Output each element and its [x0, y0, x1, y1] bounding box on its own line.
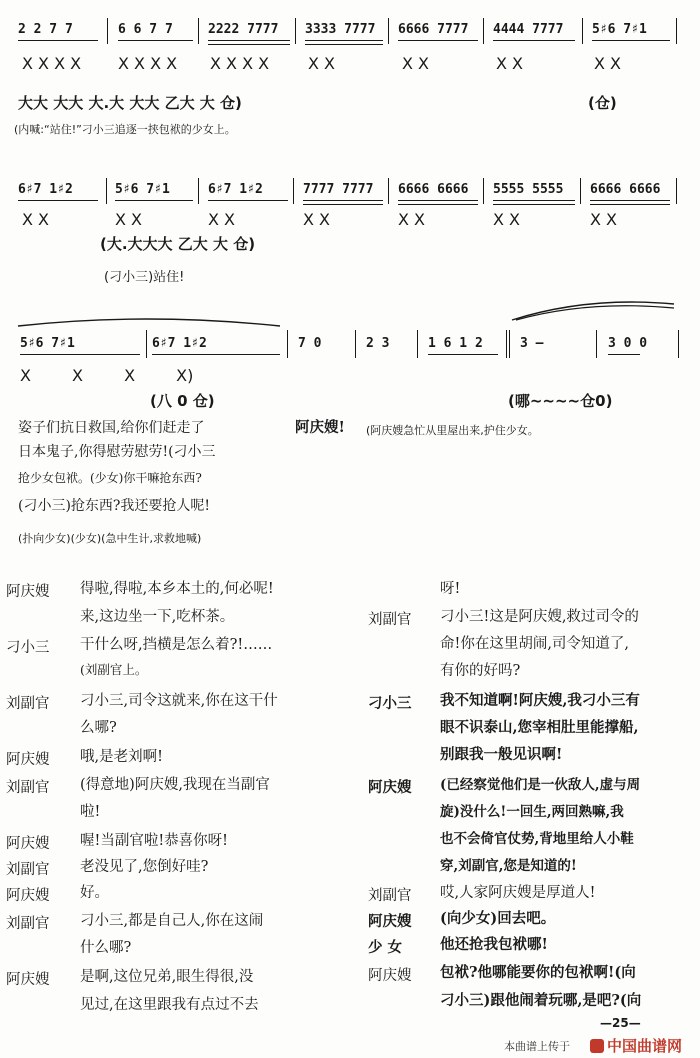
- speech-line: (刁小三)站住!: [104, 270, 185, 285]
- barline: [293, 178, 294, 204]
- beam-underline: [398, 40, 478, 41]
- logo-text: 中国曲谱网: [607, 1037, 683, 1055]
- double-barline: [506, 330, 510, 358]
- barline: [107, 18, 108, 44]
- measure-2-4: 7777 7777: [303, 182, 374, 197]
- dialogue-line: 见过,在这里跟我有点过不去: [80, 997, 259, 1013]
- dialogue-line: 刁小三)跟他闹着玩哪,是吧?(向: [440, 992, 642, 1009]
- percussion-1-7: X X: [594, 54, 622, 73]
- barline: [295, 18, 296, 44]
- dialogue-line: 有你的好吗?: [440, 663, 521, 679]
- dialogue-line: (刘副官上。: [80, 662, 148, 677]
- dialogue-line: 哎,人家阿庆嫂是厚道人!: [440, 885, 596, 901]
- measure-1-5: 6666 7777: [398, 22, 469, 37]
- dialogue-line: 我不知道啊!阿庆嫂,我刁小三有: [440, 692, 640, 709]
- percussion-1-1: X X X X: [22, 54, 82, 73]
- measure-3-3: 7 0: [298, 336, 322, 351]
- beam-underline: [152, 354, 280, 355]
- barline: [106, 178, 107, 204]
- speaker-name: 阿庆嫂: [6, 972, 50, 988]
- lyric-line: 抢少女包袱。(少女)你干嘛抢东西?: [18, 471, 202, 485]
- dialogue-line: 呀!: [440, 581, 461, 597]
- dialogue-line: 老没见了,您倒好哇?: [80, 859, 209, 875]
- beam-underline: [592, 40, 670, 41]
- beam-underline: [305, 44, 383, 45]
- measure-1-3: 2222 7777: [208, 22, 279, 37]
- speaker-name: 阿庆嫂: [6, 584, 50, 600]
- barline: [483, 178, 484, 204]
- speaker-name: 阿庆嫂: [6, 888, 50, 904]
- barline: [388, 18, 389, 44]
- beam-underline: [590, 204, 670, 205]
- dialogue-line: 他还抢我包袱哪!: [440, 936, 548, 953]
- barline: [676, 178, 677, 204]
- dialogue-line: 旋)没什么!一回生,两回熟嘛,我: [440, 804, 624, 820]
- dialogue-line: 干什么呀,挡横是怎么着?!……: [80, 637, 273, 653]
- site-logo: [590, 1035, 682, 1056]
- measure-1-4: 3333 7777: [305, 22, 376, 37]
- footer-upload-text: 本曲谱上传于: [504, 1040, 570, 1053]
- beam-underline: [118, 40, 193, 41]
- instrument-syllables-1-right: (仓): [588, 94, 617, 112]
- speaker-name: 阿庆嫂: [368, 968, 412, 984]
- speaker-name: 刘副官: [368, 612, 412, 628]
- beam-underline: [305, 40, 383, 41]
- measure-3-2: 6♯7 1♯2: [152, 336, 207, 351]
- lyric-line: 日本鬼子,你得慰劳慰劳!(刁小三: [18, 444, 216, 460]
- measure-1-1: 2 2 7 7: [18, 22, 73, 37]
- measure-3-6: 3 –: [520, 336, 544, 351]
- beam-underline: [20, 354, 140, 355]
- percussion-2-3: X X: [208, 210, 236, 229]
- barline: [417, 330, 418, 358]
- dialogue-line: (向少女)回去吧。: [440, 910, 556, 927]
- speaker-name: 少 女: [368, 939, 403, 956]
- percussion-1-5: X X: [402, 54, 430, 73]
- measure-1-7: 5♯6 7♯1: [592, 22, 647, 37]
- percussion-2-6: X X: [493, 210, 521, 229]
- beam-underline: [208, 200, 288, 201]
- barline: [580, 178, 581, 204]
- percussion-1-2: X X X X: [118, 54, 178, 73]
- lyric-line: (刁小三)抢东西?我还要抢人呢!: [18, 498, 211, 514]
- speaker-name: 刘副官: [6, 862, 50, 878]
- barline: [678, 330, 679, 358]
- beam-underline: [303, 204, 383, 205]
- dialogue-line: (得意地)阿庆嫂,我现在当副官: [80, 777, 270, 793]
- barline: [388, 178, 389, 204]
- barline: [582, 18, 583, 44]
- percussion-1-4: X X: [308, 54, 336, 73]
- speaker-name: 刘副官: [368, 888, 412, 904]
- speaker-name: 刁小三: [6, 640, 50, 656]
- dialogue-line: 是啊,这位兄弟,眼生得很,没: [80, 969, 254, 985]
- dialogue-line: 也不会倚官仗势,背地里给人小鞋: [440, 831, 634, 847]
- beam-underline: [493, 200, 575, 201]
- speaker-name: 刘副官: [6, 696, 50, 712]
- dialogue-line: 来,这边坐一下,吃杯茶。: [80, 609, 235, 625]
- dialogue-line: 得啦,得啦,本乡本土的,何必呢!: [80, 581, 274, 597]
- barline: [287, 330, 288, 358]
- percussion-2-7: X X: [590, 210, 618, 229]
- measure-1-2: 6 6 7 7: [118, 22, 173, 37]
- dialogue-line: 啦!: [80, 804, 101, 820]
- speaker-name: 阿庆嫂: [6, 836, 50, 852]
- lyric-line: 姿子们抗日救国,给你们赶走了: [18, 420, 205, 436]
- barline: [676, 18, 677, 44]
- stage-direction: (扑向少女)(少女)(急中生计,求救地喊): [18, 532, 202, 545]
- barline: [596, 330, 597, 358]
- barline: [483, 18, 484, 44]
- beam-underline: [398, 204, 478, 205]
- speaker-name: 阿庆嫂: [368, 913, 412, 930]
- dialogue-line: 好。: [80, 885, 109, 901]
- percussion-1-6: X X: [496, 54, 524, 73]
- percussion-2-2: X X: [115, 210, 143, 229]
- measure-2-5: 6666 6666: [398, 182, 469, 197]
- dialogue-line: 别跟我一般见识啊!: [440, 746, 563, 763]
- slur-arc: [508, 296, 678, 322]
- page-number: —25—: [600, 1016, 641, 1030]
- logo-icon: [590, 1039, 604, 1053]
- dialogue-line: 喔!当副官啦!恭喜你呀!: [80, 833, 228, 849]
- barline: [146, 330, 147, 358]
- percussion-2-4: X X: [303, 210, 331, 229]
- instrument-syllables-2: (大.大大大 乙大 大 仓): [100, 235, 256, 253]
- beam-underline: [493, 204, 575, 205]
- dialogue-line: 什么哪?: [80, 940, 132, 956]
- percussion-2-1: X X: [22, 210, 50, 229]
- dialogue-line: 包袱?他哪能要你的包袱啊!(向: [440, 964, 636, 981]
- beam-underline: [18, 40, 98, 41]
- measure-1-6: 4444 7777: [493, 22, 564, 37]
- beam-underline: [303, 200, 383, 201]
- stage-direction: (内喊:“站住!”刁小三追逐一挟包袱的少女上。: [14, 123, 236, 136]
- measure-2-3: 6♯7 1♯2: [208, 182, 263, 197]
- measure-3-5: 1 6 1 2: [428, 336, 483, 351]
- instrument-syllables-3: (八 0 仓): [150, 392, 215, 410]
- instrument-syllables-1: 大大 大大 大.大 大大 乙大 大 仓): [18, 94, 242, 112]
- dialogue-line: 哦,是老刘啊!: [80, 749, 163, 765]
- dialogue-line: 穿,刘副官,您是知道的!: [440, 858, 577, 874]
- barline: [355, 330, 356, 358]
- barline: [198, 178, 199, 204]
- percussion-2-5: X X: [398, 210, 426, 229]
- measure-2-2: 5♯6 7♯1: [115, 182, 170, 197]
- beam-underline: [208, 44, 290, 45]
- beam-underline: [493, 40, 575, 41]
- instrument-syllables-3-right: (哪~~~~仓0): [508, 392, 613, 410]
- beam-underline: [115, 200, 193, 201]
- side-speaker: 阿庆嫂!: [295, 419, 345, 436]
- slur-arc: [14, 312, 284, 328]
- beam-underline: [18, 200, 98, 201]
- dialogue-line: 刁小三!这是阿庆嫂,救过司令的: [440, 609, 639, 625]
- side-stage-direction: (阿庆嫂急忙从里屋出来,护住少女。: [366, 424, 539, 437]
- barline: [198, 18, 199, 44]
- beam-underline: [590, 200, 670, 201]
- percussion-3: X X X X): [20, 366, 194, 385]
- speaker-name: 刘副官: [6, 916, 50, 932]
- measure-2-1: 6♯7 1♯2: [18, 182, 73, 197]
- measure-2-7: 6666 6666: [590, 182, 661, 197]
- beam-underline: [208, 40, 290, 41]
- measure-2-6: 5555 5555: [493, 182, 564, 197]
- speaker-name: 刘副官: [6, 780, 50, 796]
- dialogue-line: 刁小三,都是自己人,你在这闹: [80, 913, 264, 929]
- beam-underline: [608, 354, 640, 355]
- dialogue-line: 眼不识泰山,您宰相肚里能撑船,: [440, 719, 639, 736]
- beam-underline: [428, 354, 498, 355]
- speaker-name: 刁小三: [368, 695, 412, 712]
- speaker-name: 阿庆嫂: [6, 752, 50, 768]
- measure-3-4: 2 3: [366, 336, 390, 351]
- speaker-name: 阿庆嫂: [368, 779, 412, 796]
- beam-underline: [398, 200, 478, 201]
- measure-3-7: 3 0 0: [608, 336, 648, 351]
- dialogue-line: (已经察觉他们是一伙敌人,虚与周: [440, 777, 641, 793]
- measure-3-1: 5♯6 7♯1: [20, 336, 75, 351]
- dialogue-line: 命!你在这里胡闹,司令知道了,: [440, 636, 630, 652]
- dialogue-line: 么哪?: [80, 720, 117, 736]
- dialogue-line: 刁小三,司令这就来,你在这干什: [80, 693, 278, 709]
- percussion-1-3: X X X X: [210, 54, 270, 73]
